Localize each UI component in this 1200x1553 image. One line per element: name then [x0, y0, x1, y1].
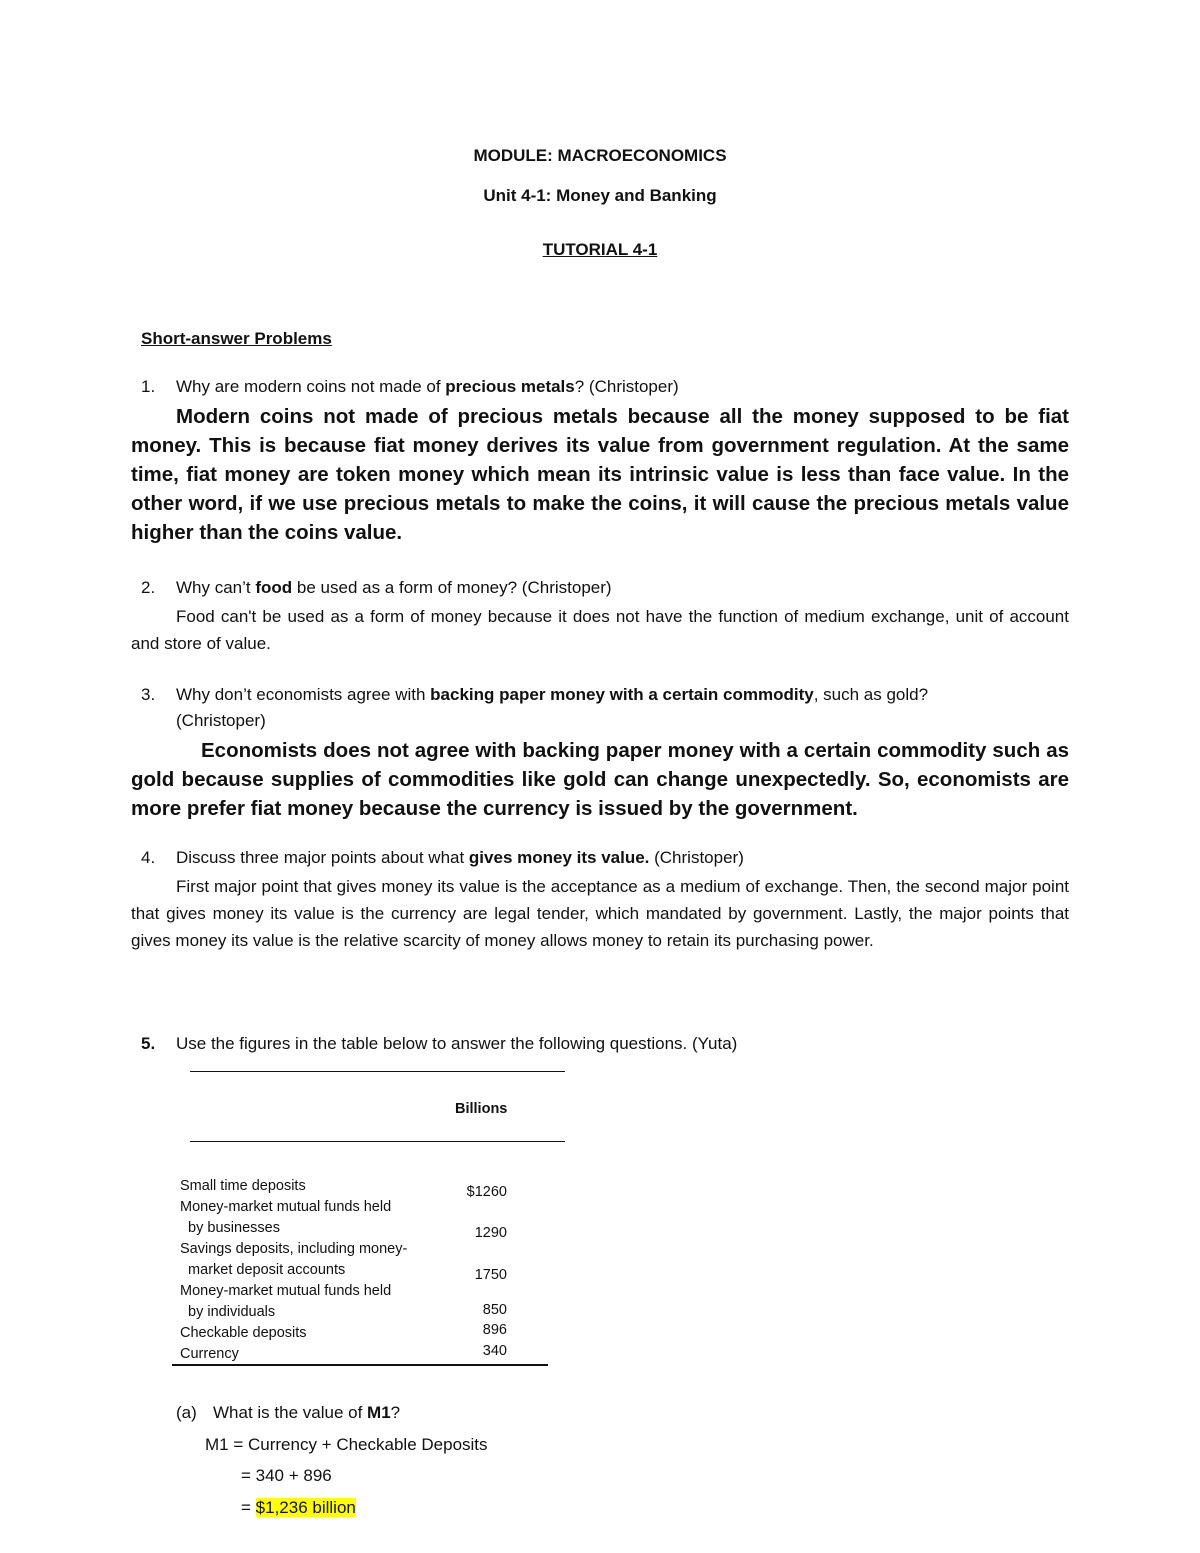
table-value: 850	[482, 1302, 507, 1318]
section-title: Short-answer Problems	[141, 329, 332, 348]
answer-2: Food can't be used as a form of money because it does not have the function of medium exchange, unit of account and store of value.	[131, 607, 1069, 653]
table-row-label: Savings deposits, including money-	[180, 1241, 408, 1257]
question-number-1: 1.	[141, 377, 156, 396]
table-header: Billions	[455, 1101, 508, 1117]
table-bottom-rule	[172, 1364, 548, 1366]
question-number-2: 2.	[141, 578, 156, 597]
answer-highlight: $1,236 billion	[255, 1498, 356, 1517]
tutorial-title: TUTORIAL 4-1	[542, 240, 658, 259]
table-row-label: by businesses	[180, 1220, 280, 1236]
module-title: MODULE: MACROECONOMICS	[473, 146, 727, 165]
part-a-line2: = 340 + 896	[241, 1466, 332, 1485]
table-value: 1290	[474, 1225, 507, 1241]
table-row-label: Small time deposits	[180, 1178, 306, 1194]
table-row-label: Currency	[180, 1346, 239, 1362]
question-number-5: 5.	[141, 1034, 156, 1053]
question-3: Why don’t economists agree with backing paper money with a certain commodity, such as gold?	[176, 685, 929, 704]
answer-1: Modern coins not made of precious metals because all the money supposed to be fiat money. This is because fiat money derives its value from government regulation. At the same time, fiat money are token money which mean its intrinsic value is less than face value. In the other word, if we use precious metals to make the coins, it will cause the precious metals value higher than the coins value.	[131, 405, 1069, 544]
table-row-label: Money-market mutual funds held	[180, 1199, 392, 1215]
table-top-rule	[190, 1071, 565, 1072]
table-value: 340	[482, 1343, 507, 1359]
table-row-label: market deposit accounts	[180, 1262, 346, 1278]
question-3-line2: (Christoper)	[176, 711, 266, 730]
unit-title: Unit 4-1: Money and Banking	[483, 186, 717, 205]
question-5: Use the figures in the table below to answer the following questions. (Yuta)	[176, 1034, 738, 1053]
part-a-label: (a)	[176, 1403, 197, 1422]
part-a-line3: = $1,236 billion	[241, 1498, 356, 1517]
part-a-question: What is the value of M1?	[213, 1403, 401, 1422]
question-1: Why are modern coins not made of precious metals? (Christoper)	[176, 377, 679, 396]
table-row-label: by individuals	[180, 1304, 276, 1320]
table-value: 896	[482, 1322, 507, 1338]
table-labels	[180, 1176, 407, 1365]
table-row-label: Checkable deposits	[180, 1325, 307, 1341]
answer-4: First major point that gives money its value is the acceptance as a medium of exchange. Then, the second major point that gives money its value is the currency are legal tender, which mandated by government. Lastly, the major points that gives money its value is the relative scarcity of money allows money to retain its purchasing power.	[131, 877, 1069, 950]
question-number-3: 3.	[141, 685, 156, 704]
question-2: Why can’t food be used as a form of money? (Christoper)	[176, 578, 612, 597]
answer-3: Economists does not agree with backing paper money with a certain commodity such as gold because supplies of commodities like gold can change unexpectedly. So, economists are more prefer fiat money because the currency is issued by the government.	[131, 739, 1069, 820]
table-header-rule	[190, 1141, 565, 1142]
table-value: 1750	[474, 1267, 507, 1283]
table-value: $1260	[466, 1184, 507, 1200]
question-4: Discuss three major points about what gives money its value. (Christoper)	[176, 848, 744, 867]
table-row-label: Money-market mutual funds held	[180, 1283, 392, 1299]
question-number-4: 4.	[141, 848, 156, 867]
part-a-line1: M1 = Currency + Checkable Deposits	[205, 1435, 488, 1454]
